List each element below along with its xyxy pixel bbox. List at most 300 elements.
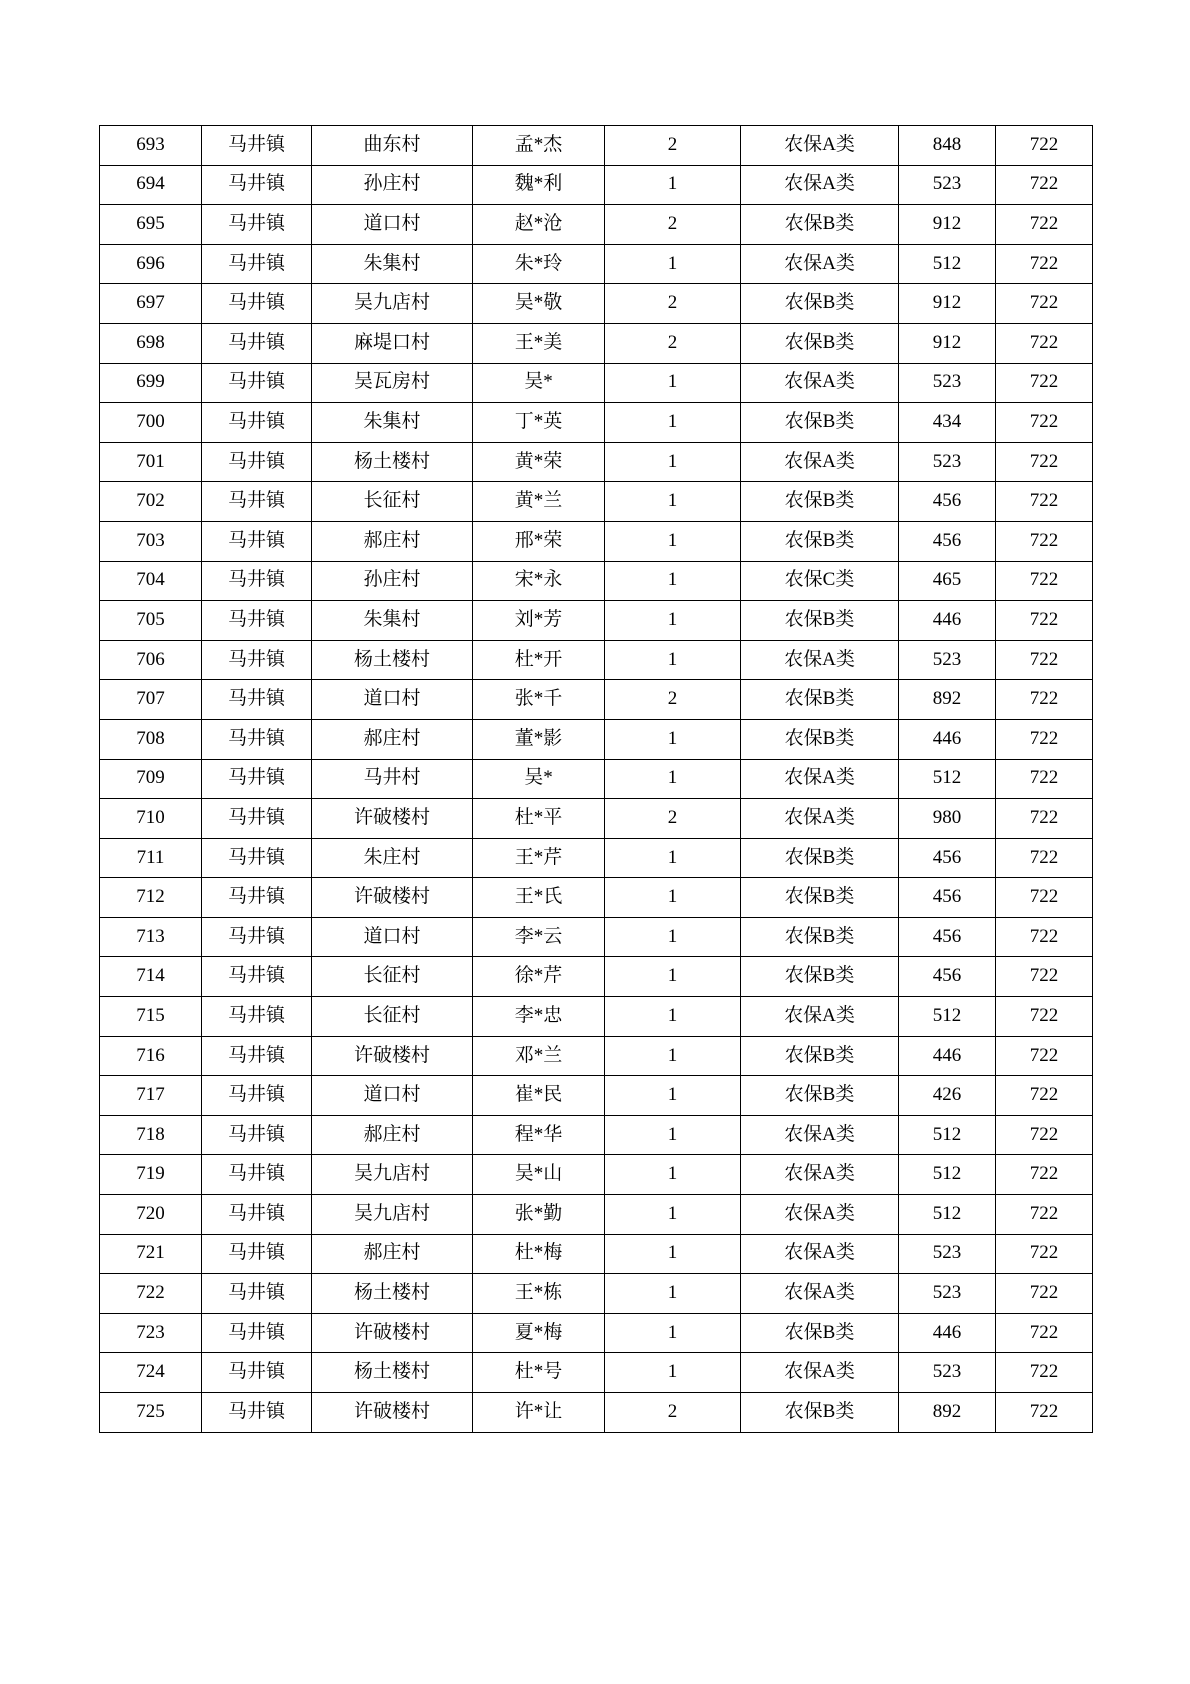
row-amount: 980 — [899, 799, 996, 839]
row-town: 马井镇 — [202, 1353, 312, 1393]
table-row — [100, 482, 1093, 522]
row-amount: 523 — [899, 442, 996, 482]
table-row — [100, 1076, 1093, 1116]
row-standard: 722 — [996, 482, 1093, 522]
row-index: 720 — [100, 1195, 202, 1235]
row-index: 707 — [100, 680, 202, 720]
row-count: 1 — [605, 1195, 741, 1235]
row-town: 马井镇 — [202, 561, 312, 601]
row-standard: 722 — [996, 244, 1093, 284]
row-index: 700 — [100, 403, 202, 443]
row-index: 705 — [100, 601, 202, 641]
row-count: 1 — [605, 1234, 741, 1274]
row-category: 农保B类 — [741, 1076, 899, 1116]
row-name: 崔*民 — [473, 1076, 605, 1116]
row-name: 吴* — [473, 759, 605, 799]
row-standard: 722 — [996, 719, 1093, 759]
row-standard: 722 — [996, 1234, 1093, 1274]
row-village: 曲东村 — [312, 126, 473, 166]
row-amount: 523 — [899, 1234, 996, 1274]
row-category: 农保B类 — [741, 1393, 899, 1433]
row-name: 刘*芳 — [473, 601, 605, 641]
row-name: 张*千 — [473, 680, 605, 720]
row-town: 马井镇 — [202, 284, 312, 324]
row-count: 1 — [605, 759, 741, 799]
row-amount: 848 — [899, 126, 996, 166]
row-count: 1 — [605, 1274, 741, 1314]
row-name: 董*影 — [473, 719, 605, 759]
row-town: 马井镇 — [202, 1036, 312, 1076]
row-town: 马井镇 — [202, 680, 312, 720]
row-standard: 722 — [996, 1115, 1093, 1155]
row-category: 农保A类 — [741, 799, 899, 839]
row-count: 1 — [605, 165, 741, 205]
row-name: 宋*永 — [473, 561, 605, 601]
row-village: 孙庄村 — [312, 561, 473, 601]
row-town: 马井镇 — [202, 363, 312, 403]
row-count: 1 — [605, 1155, 741, 1195]
row-standard: 722 — [996, 1313, 1093, 1353]
row-village: 朱集村 — [312, 244, 473, 284]
row-standard: 722 — [996, 1076, 1093, 1116]
row-village: 麻堤口村 — [312, 323, 473, 363]
row-count: 1 — [605, 957, 741, 997]
table-row — [100, 363, 1093, 403]
row-standard: 722 — [996, 997, 1093, 1037]
row-amount: 446 — [899, 1313, 996, 1353]
row-town: 马井镇 — [202, 799, 312, 839]
row-amount: 523 — [899, 640, 996, 680]
row-standard: 722 — [996, 640, 1093, 680]
row-count: 2 — [605, 799, 741, 839]
table-row — [100, 1313, 1093, 1353]
row-town: 马井镇 — [202, 1195, 312, 1235]
row-name: 王*氏 — [473, 878, 605, 918]
row-category: 农保B类 — [741, 1036, 899, 1076]
row-village: 吴九店村 — [312, 1155, 473, 1195]
row-index: 708 — [100, 719, 202, 759]
row-name: 杜*平 — [473, 799, 605, 839]
row-count: 1 — [605, 997, 741, 1037]
row-village: 杨土楼村 — [312, 1274, 473, 1314]
row-name: 吴*山 — [473, 1155, 605, 1195]
row-village: 孙庄村 — [312, 165, 473, 205]
table-row — [100, 680, 1093, 720]
row-standard: 722 — [996, 1036, 1093, 1076]
row-amount: 446 — [899, 1036, 996, 1076]
row-standard: 722 — [996, 957, 1093, 997]
row-count: 1 — [605, 1076, 741, 1116]
row-standard: 722 — [996, 1195, 1093, 1235]
row-amount: 456 — [899, 917, 996, 957]
row-amount: 456 — [899, 482, 996, 522]
row-count: 2 — [605, 126, 741, 166]
table-row — [100, 1393, 1093, 1433]
row-amount: 434 — [899, 403, 996, 443]
row-category: 农保A类 — [741, 442, 899, 482]
row-amount: 523 — [899, 1353, 996, 1393]
row-town: 马井镇 — [202, 759, 312, 799]
row-amount: 512 — [899, 1195, 996, 1235]
row-amount: 892 — [899, 1393, 996, 1433]
row-category: 农保A类 — [741, 1195, 899, 1235]
row-name: 孟*杰 — [473, 126, 605, 166]
row-index: 697 — [100, 284, 202, 324]
row-index: 693 — [100, 126, 202, 166]
table-row — [100, 1115, 1093, 1155]
row-name: 李*云 — [473, 917, 605, 957]
row-amount: 512 — [899, 997, 996, 1037]
row-name: 程*华 — [473, 1115, 605, 1155]
row-category: 农保B类 — [741, 878, 899, 918]
row-category: 农保B类 — [741, 323, 899, 363]
table-row — [100, 442, 1093, 482]
row-index: 714 — [100, 957, 202, 997]
row-category: 农保A类 — [741, 126, 899, 166]
row-name: 张*勤 — [473, 1195, 605, 1235]
row-village: 朱集村 — [312, 601, 473, 641]
row-town: 马井镇 — [202, 205, 312, 245]
row-town: 马井镇 — [202, 1076, 312, 1116]
subsidy-recipients-table — [99, 125, 1093, 1433]
row-index: 717 — [100, 1076, 202, 1116]
row-town: 马井镇 — [202, 1393, 312, 1433]
row-category: 农保A类 — [741, 640, 899, 680]
row-village: 郝庄村 — [312, 719, 473, 759]
row-standard: 722 — [996, 917, 1093, 957]
row-count: 1 — [605, 878, 741, 918]
row-village: 许破楼村 — [312, 1036, 473, 1076]
row-name: 杜*梅 — [473, 1234, 605, 1274]
row-category: 农保A类 — [741, 1155, 899, 1195]
table-row — [100, 799, 1093, 839]
row-name: 杜*开 — [473, 640, 605, 680]
row-category: 农保A类 — [741, 363, 899, 403]
row-standard: 722 — [996, 1155, 1093, 1195]
row-index: 703 — [100, 521, 202, 561]
row-village: 马井村 — [312, 759, 473, 799]
row-name: 李*忠 — [473, 997, 605, 1037]
row-name: 王*芹 — [473, 838, 605, 878]
row-village: 杨土楼村 — [312, 640, 473, 680]
row-category: 农保A类 — [741, 1274, 899, 1314]
row-town: 马井镇 — [202, 917, 312, 957]
table-row — [100, 165, 1093, 205]
row-amount: 456 — [899, 957, 996, 997]
row-town: 马井镇 — [202, 442, 312, 482]
row-count: 1 — [605, 838, 741, 878]
row-amount: 465 — [899, 561, 996, 601]
row-standard: 722 — [996, 1393, 1093, 1433]
row-count: 1 — [605, 244, 741, 284]
row-count: 1 — [605, 1313, 741, 1353]
row-amount: 456 — [899, 878, 996, 918]
row-count: 1 — [605, 403, 741, 443]
table-row — [100, 561, 1093, 601]
row-count: 1 — [605, 1115, 741, 1155]
row-index: 711 — [100, 838, 202, 878]
row-town: 马井镇 — [202, 601, 312, 641]
row-name: 夏*梅 — [473, 1313, 605, 1353]
row-village: 道口村 — [312, 917, 473, 957]
row-village: 吴九店村 — [312, 1195, 473, 1235]
row-index: 712 — [100, 878, 202, 918]
row-village: 杨土楼村 — [312, 1353, 473, 1393]
row-village: 朱集村 — [312, 403, 473, 443]
row-village: 郝庄村 — [312, 1115, 473, 1155]
table-row — [100, 957, 1093, 997]
table-row — [100, 1234, 1093, 1274]
row-category: 农保B类 — [741, 521, 899, 561]
row-index: 724 — [100, 1353, 202, 1393]
row-name: 邢*荣 — [473, 521, 605, 561]
row-standard: 722 — [996, 601, 1093, 641]
row-count: 1 — [605, 363, 741, 403]
row-count: 1 — [605, 1036, 741, 1076]
row-amount: 456 — [899, 521, 996, 561]
table-row — [100, 1036, 1093, 1076]
row-amount: 912 — [899, 284, 996, 324]
row-town: 马井镇 — [202, 1313, 312, 1353]
row-category: 农保B类 — [741, 205, 899, 245]
row-category: 农保B类 — [741, 601, 899, 641]
row-index: 709 — [100, 759, 202, 799]
row-category: 农保B类 — [741, 680, 899, 720]
row-standard: 722 — [996, 363, 1093, 403]
row-village: 朱庄村 — [312, 838, 473, 878]
row-index: 698 — [100, 323, 202, 363]
row-count: 2 — [605, 1393, 741, 1433]
row-standard: 722 — [996, 323, 1093, 363]
row-amount: 446 — [899, 601, 996, 641]
row-town: 马井镇 — [202, 244, 312, 284]
row-category: 农保A类 — [741, 244, 899, 284]
row-index: 701 — [100, 442, 202, 482]
row-town: 马井镇 — [202, 403, 312, 443]
row-standard: 722 — [996, 799, 1093, 839]
row-count: 1 — [605, 442, 741, 482]
row-town: 马井镇 — [202, 838, 312, 878]
row-standard: 722 — [996, 205, 1093, 245]
row-village: 许破楼村 — [312, 1393, 473, 1433]
row-amount: 512 — [899, 1155, 996, 1195]
row-town: 马井镇 — [202, 878, 312, 918]
row-standard: 722 — [996, 1353, 1093, 1393]
row-index: 704 — [100, 561, 202, 601]
table-body — [100, 126, 1093, 1433]
row-town: 马井镇 — [202, 482, 312, 522]
row-index: 722 — [100, 1274, 202, 1314]
row-category: 农保B类 — [741, 719, 899, 759]
table-row — [100, 205, 1093, 245]
row-village: 长征村 — [312, 957, 473, 997]
row-index: 706 — [100, 640, 202, 680]
row-standard: 722 — [996, 126, 1093, 166]
row-category: 农保B类 — [741, 838, 899, 878]
table-row — [100, 759, 1093, 799]
table-row — [100, 838, 1093, 878]
row-town: 马井镇 — [202, 957, 312, 997]
row-town: 马井镇 — [202, 1155, 312, 1195]
table-row — [100, 997, 1093, 1037]
row-count: 1 — [605, 561, 741, 601]
row-name: 吴* — [473, 363, 605, 403]
row-amount: 512 — [899, 759, 996, 799]
row-name: 徐*芹 — [473, 957, 605, 997]
row-index: 723 — [100, 1313, 202, 1353]
row-name: 朱*玲 — [473, 244, 605, 284]
row-village: 郝庄村 — [312, 521, 473, 561]
row-count: 1 — [605, 640, 741, 680]
row-index: 718 — [100, 1115, 202, 1155]
table-row — [100, 878, 1093, 918]
row-category: 农保A类 — [741, 165, 899, 205]
row-village: 道口村 — [312, 1076, 473, 1116]
row-name: 许*让 — [473, 1393, 605, 1433]
row-count: 1 — [605, 521, 741, 561]
row-category: 农保A类 — [741, 1353, 899, 1393]
row-town: 马井镇 — [202, 165, 312, 205]
row-amount: 523 — [899, 363, 996, 403]
table-row — [100, 1353, 1093, 1393]
table-row — [100, 719, 1093, 759]
table-row — [100, 323, 1093, 363]
row-category: 农保B类 — [741, 403, 899, 443]
row-village: 吴瓦房村 — [312, 363, 473, 403]
row-standard: 722 — [996, 878, 1093, 918]
row-index: 715 — [100, 997, 202, 1037]
row-category: 农保B类 — [741, 917, 899, 957]
row-index: 702 — [100, 482, 202, 522]
row-village: 许破楼村 — [312, 878, 473, 918]
row-standard: 722 — [996, 1274, 1093, 1314]
row-town: 马井镇 — [202, 997, 312, 1037]
row-standard: 722 — [996, 759, 1093, 799]
row-count: 1 — [605, 719, 741, 759]
row-category: 农保B类 — [741, 1313, 899, 1353]
row-amount: 912 — [899, 205, 996, 245]
row-name: 王*栋 — [473, 1274, 605, 1314]
table-row — [100, 403, 1093, 443]
row-village: 长征村 — [312, 997, 473, 1037]
row-index: 696 — [100, 244, 202, 284]
row-amount: 512 — [899, 244, 996, 284]
row-amount: 523 — [899, 165, 996, 205]
row-count: 1 — [605, 917, 741, 957]
row-category: 农保A类 — [741, 997, 899, 1037]
row-index: 716 — [100, 1036, 202, 1076]
row-standard: 722 — [996, 680, 1093, 720]
row-count: 2 — [605, 323, 741, 363]
row-town: 马井镇 — [202, 719, 312, 759]
row-town: 马井镇 — [202, 640, 312, 680]
row-village: 许破楼村 — [312, 799, 473, 839]
row-village: 郝庄村 — [312, 1234, 473, 1274]
row-index: 713 — [100, 917, 202, 957]
row-count: 2 — [605, 680, 741, 720]
row-standard: 722 — [996, 442, 1093, 482]
row-amount: 456 — [899, 838, 996, 878]
row-count: 1 — [605, 601, 741, 641]
table-row — [100, 1155, 1093, 1195]
row-index: 710 — [100, 799, 202, 839]
row-index: 725 — [100, 1393, 202, 1433]
row-village: 许破楼村 — [312, 1313, 473, 1353]
row-category: 农保A类 — [741, 1234, 899, 1274]
row-count: 2 — [605, 284, 741, 324]
row-index: 719 — [100, 1155, 202, 1195]
row-town: 马井镇 — [202, 1234, 312, 1274]
table-row — [100, 640, 1093, 680]
table-row — [100, 1274, 1093, 1314]
row-name: 杜*号 — [473, 1353, 605, 1393]
row-amount: 892 — [899, 680, 996, 720]
row-category: 农保A类 — [741, 1115, 899, 1155]
row-standard: 722 — [996, 284, 1093, 324]
row-amount: 446 — [899, 719, 996, 759]
table-row — [100, 284, 1093, 324]
row-village: 杨土楼村 — [312, 442, 473, 482]
row-name: 吴*敬 — [473, 284, 605, 324]
row-category: 农保B类 — [741, 482, 899, 522]
table-row — [100, 521, 1093, 561]
row-village: 道口村 — [312, 680, 473, 720]
row-amount: 426 — [899, 1076, 996, 1116]
row-name: 丁*英 — [473, 403, 605, 443]
table-row — [100, 244, 1093, 284]
row-count: 2 — [605, 205, 741, 245]
row-index: 694 — [100, 165, 202, 205]
table-row — [100, 601, 1093, 641]
row-village: 吴九店村 — [312, 284, 473, 324]
row-standard: 722 — [996, 165, 1093, 205]
row-index: 695 — [100, 205, 202, 245]
row-index: 699 — [100, 363, 202, 403]
row-count: 1 — [605, 482, 741, 522]
row-index: 721 — [100, 1234, 202, 1274]
row-name: 王*美 — [473, 323, 605, 363]
row-category: 农保C类 — [741, 561, 899, 601]
row-category: 农保A类 — [741, 759, 899, 799]
data-table-container — [99, 125, 1092, 1433]
row-standard: 722 — [996, 838, 1093, 878]
row-amount: 512 — [899, 1115, 996, 1155]
row-standard: 722 — [996, 403, 1093, 443]
row-village: 道口村 — [312, 205, 473, 245]
table-row — [100, 917, 1093, 957]
table-row — [100, 1195, 1093, 1235]
row-village: 长征村 — [312, 482, 473, 522]
row-name: 魏*利 — [473, 165, 605, 205]
row-town: 马井镇 — [202, 1115, 312, 1155]
table-row — [100, 126, 1093, 166]
row-standard: 722 — [996, 561, 1093, 601]
row-town: 马井镇 — [202, 126, 312, 166]
row-standard: 722 — [996, 521, 1093, 561]
row-town: 马井镇 — [202, 1274, 312, 1314]
row-count: 1 — [605, 1353, 741, 1393]
row-category: 农保B类 — [741, 284, 899, 324]
row-category: 农保B类 — [741, 957, 899, 997]
row-name: 黄*兰 — [473, 482, 605, 522]
row-name: 赵*沧 — [473, 205, 605, 245]
row-town: 马井镇 — [202, 521, 312, 561]
row-town: 马井镇 — [202, 323, 312, 363]
row-name: 黄*荣 — [473, 442, 605, 482]
row-amount: 523 — [899, 1274, 996, 1314]
row-name: 邓*兰 — [473, 1036, 605, 1076]
row-amount: 912 — [899, 323, 996, 363]
